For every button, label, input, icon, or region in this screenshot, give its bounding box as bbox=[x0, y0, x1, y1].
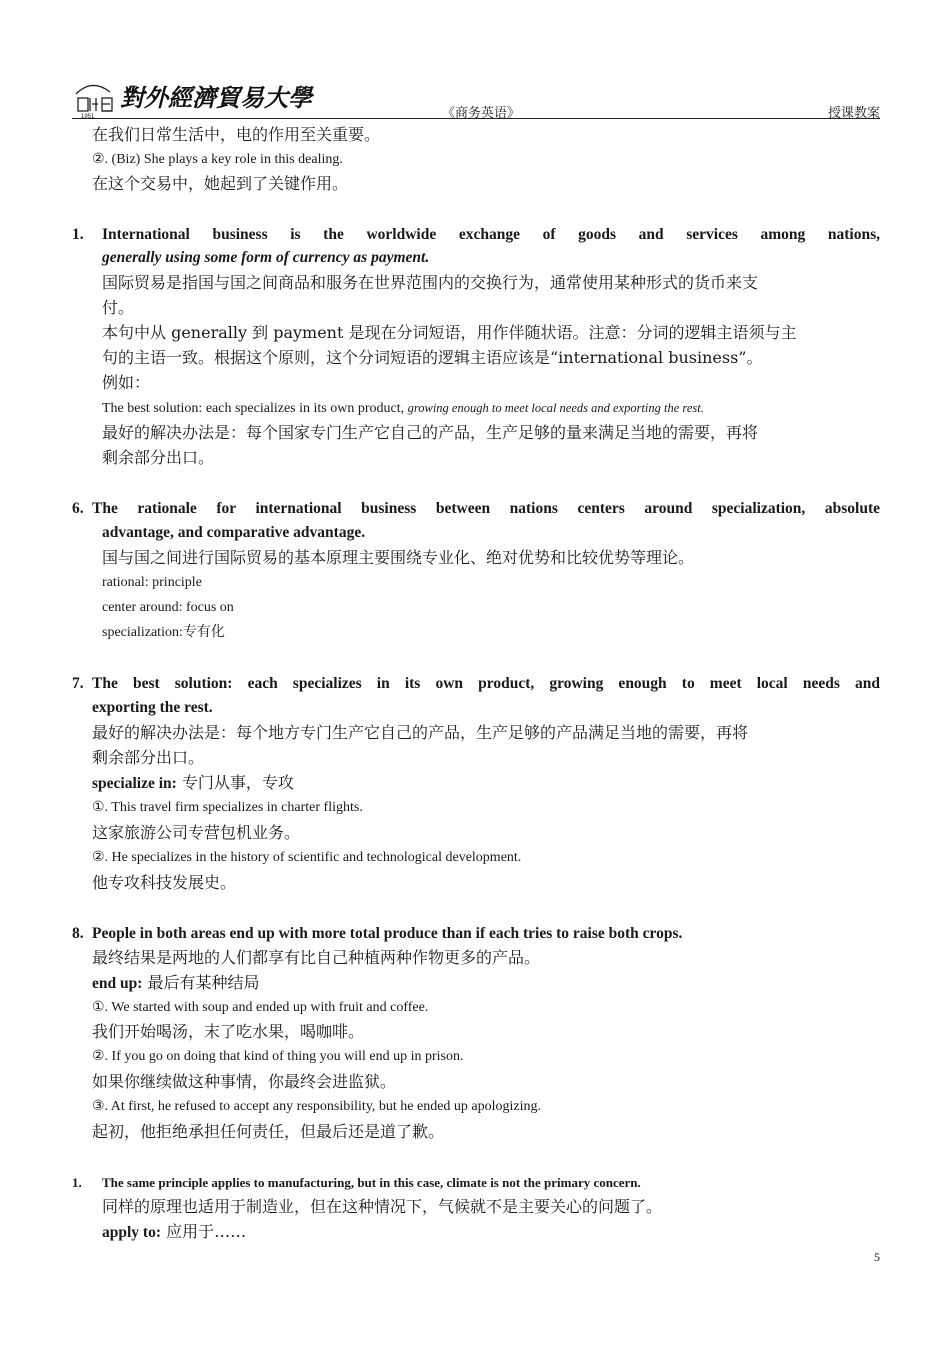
translation-zh: 同样的原理也适用于制造业，但在这种情况下，气候就不是主要关心的问题了。 bbox=[102, 1197, 663, 1216]
example-1-zh: 这家旅游公司专营包机业务。 bbox=[92, 823, 301, 842]
translation-zh: 最终结果是两地的人们都享有比自己种植两种作物更多的产品。 bbox=[92, 948, 541, 967]
vocab-3: specialization:专有化 bbox=[102, 625, 225, 640]
phrase-meaning: 最后有某种结局 bbox=[147, 973, 260, 992]
example-3-en: ③. At first, he refused to accept any responsibility, but he ended up apologizing. bbox=[92, 1099, 542, 1114]
course-title: 《商务英语》 bbox=[442, 106, 521, 121]
sentence-en-line2: exporting the rest. bbox=[92, 699, 213, 716]
translation-zh: 国与国之间进行国际贸易的基本原理主要围绕专业化、绝对优势和比较优势等理论。 bbox=[102, 548, 695, 567]
example-zh-line1: 最好的解决办法是：每个国家专门生产它自己的产品，生产足够的量来满足当地的需要，再将 bbox=[102, 423, 759, 442]
vocab-1: rational: principle bbox=[102, 575, 202, 590]
carryover-zh-1: 在我们日常生活中，电的作用至关重要。 bbox=[92, 125, 381, 144]
document-type: 授课教案 bbox=[827, 106, 880, 121]
phrase-entry bbox=[92, 972, 260, 995]
item-number: 6. bbox=[72, 500, 84, 517]
translation-zh-line2: 付。 bbox=[102, 298, 135, 317]
example-1-en: ①. We started with soup and ended up with fruit and coffee. bbox=[92, 1000, 429, 1015]
translation-zh-line2: 剩余部分出口。 bbox=[92, 748, 205, 767]
carryover-example-en: ②. (Biz) She plays a key role in this dealing. bbox=[92, 152, 343, 167]
example-2-zh: 如果你继续做这种事情，你最终会进监狱。 bbox=[92, 1072, 397, 1091]
svg-text:對外經濟貿易大學: 對外經濟貿易大學 bbox=[120, 83, 312, 112]
example-zh-line2: 剩余部分出口。 bbox=[102, 448, 215, 467]
phrase-meaning: 专门从事，专攻 bbox=[181, 773, 294, 792]
example-en-plain: The best solution: each specializes in its own product, bbox=[102, 401, 408, 416]
example-2-en: ②. If you go on doing that kind of thing you will end up in prison. bbox=[92, 1049, 464, 1064]
item-number: 8. bbox=[72, 925, 84, 942]
page-number: 5 bbox=[874, 1250, 880, 1264]
example-en-italic: growing enough to meet local needs and exporting the rest. bbox=[407, 401, 704, 415]
example-label: 例如： bbox=[102, 373, 151, 392]
example-1-zh: 我们开始喝汤，末了吃水果，喝咖啡。 bbox=[92, 1022, 365, 1041]
sentence-en-line1: The rationale for international business between nations centers around specialization, absolute bbox=[92, 500, 880, 517]
phrase-entry bbox=[92, 772, 294, 795]
translation-zh-line1: 最好的解决办法是：每个地方专门生产它自己的产品，生产足够的产品满足当地的需要，再将 bbox=[92, 723, 749, 742]
sentence-en-line1: International business is the worldwide exchange of goods and services among nations, bbox=[102, 226, 880, 243]
sentence-en: The same principle applies to manufacturing, but in this case, climate is not the primary concern. bbox=[102, 1175, 641, 1190]
phrase-term: specialize in: bbox=[92, 775, 177, 792]
sentence-en-line2: generally using some form of currency as payment. bbox=[102, 249, 430, 266]
translation-zh-line1: 国际贸易是指国与国之间商品和服务在世界范围内的交换行为，通常使用某种形式的货币来支 bbox=[102, 273, 759, 292]
carryover-zh-2: 在这个交易中，她起到了关键作用。 bbox=[92, 174, 349, 193]
svg-text:1951: 1951 bbox=[81, 114, 95, 120]
grammar-note-line1: 本句中从 generally 到 payment 是现在分词短语，用作伴随状语。注意：分词的逻辑主语须与主 bbox=[102, 323, 797, 342]
page-header bbox=[72, 70, 880, 122]
example-2-zh: 他专攻科技发展史。 bbox=[92, 873, 237, 892]
example-3-zh: 起初，他拒绝承担任何责任，但最后还是道了歉。 bbox=[92, 1122, 445, 1141]
item-number: 1. bbox=[72, 226, 84, 243]
phrase-entry bbox=[102, 1221, 246, 1244]
sentence-en-line1: The best solution: each specializes in its own product, growing enough to meet local needs and bbox=[92, 675, 880, 692]
example-2-en: ②. He specializes in the history of scientific and technological development. bbox=[92, 850, 522, 865]
example-en bbox=[102, 397, 704, 420]
grammar-note-line2: 句的主语一致。根据这个原则，这个分词短语的逻辑主语应该是“international business”。 bbox=[102, 348, 763, 367]
example-1-en: ①. This travel firm specializes in charter flights. bbox=[92, 800, 363, 815]
sentence-en-line2: advantage, and comparative advantage. bbox=[102, 524, 366, 541]
phrase-term: end up: bbox=[92, 975, 143, 992]
phrase-term: apply to: bbox=[102, 1224, 161, 1241]
phrase-meaning: 应用于…… bbox=[166, 1222, 247, 1241]
university-logo bbox=[72, 74, 312, 120]
sentence-en: People in both areas end up with more total produce than if each tries to raise both crops. bbox=[92, 925, 683, 942]
item-number: 7. bbox=[72, 675, 84, 692]
vocab-2: center around: focus on bbox=[102, 600, 234, 615]
item-number: 1. bbox=[72, 1175, 82, 1190]
header-rule bbox=[72, 118, 880, 119]
